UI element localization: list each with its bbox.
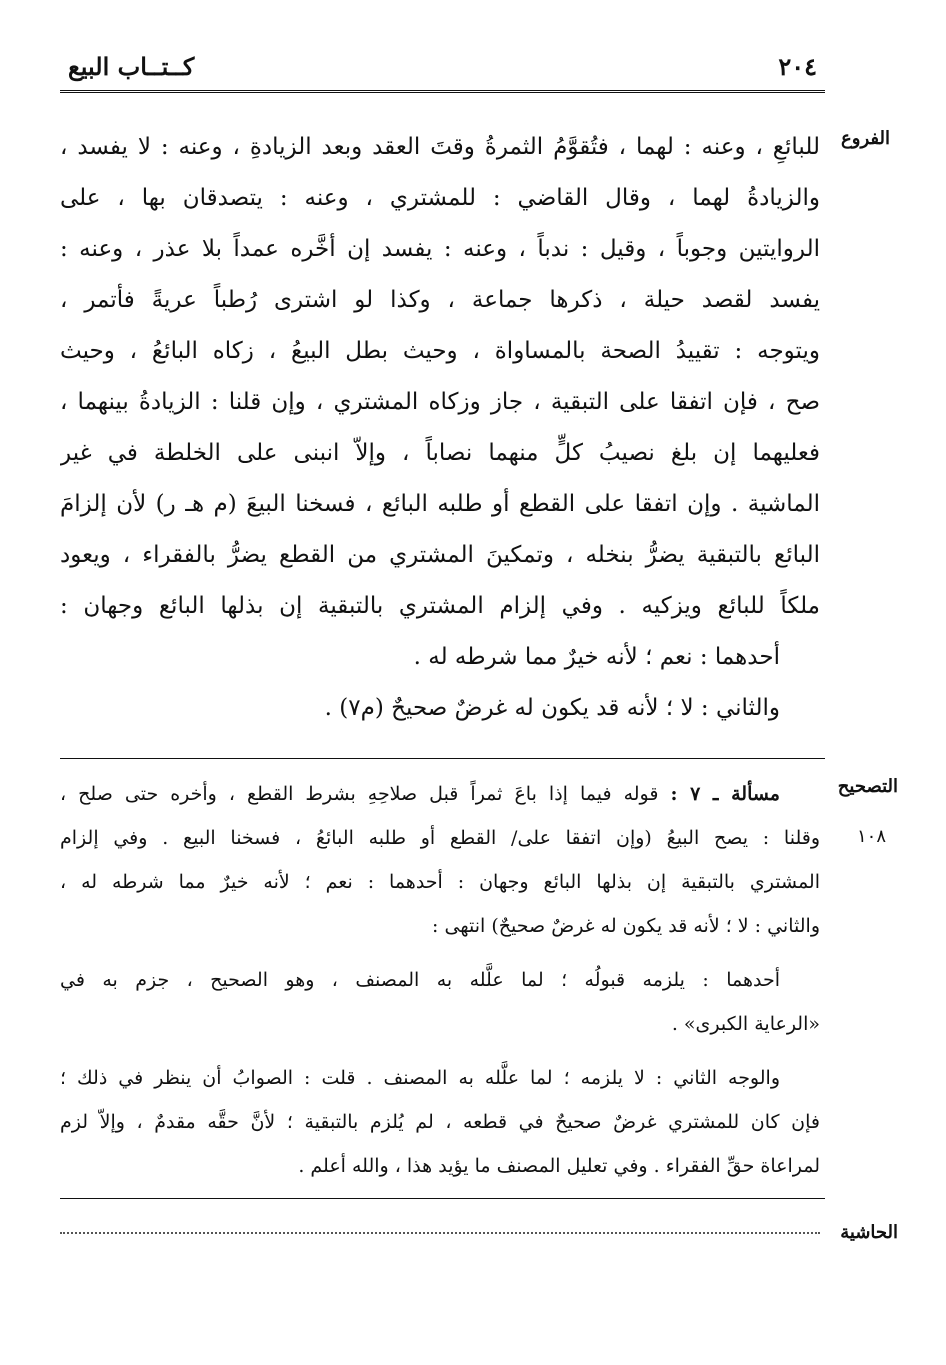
margin-page-ref: ١٠٨ <box>856 826 886 847</box>
main-line: صح ، فإن اتفقا على التبقية ، جاز وزكاه المشتري ، وإن قلنا : الزيادةُ بينهما ، <box>60 389 820 415</box>
tashih-line <box>60 772 820 816</box>
main-line: أحدهما : نعم ؛ لأنه خيرٌ مما شرطه له . <box>413 644 780 670</box>
main-line: فعليهما إن بلغ نصيبُ كلٍّ منهما نصاباً ، وإلاّ انبنى على الخلطة في غير <box>60 440 820 466</box>
page-number: ٢٠٤ <box>778 52 817 81</box>
tashih-line: والثاني : لا ؛ لأنه قد يكون له غرضٌ صحيحٌ) انتهى : <box>432 915 820 937</box>
header-rule <box>60 90 825 93</box>
tashih-line: لمراعاة حقِّ الفقراء . وفي تعليل المصنف ما يؤيد هذا ، والله أعلم . <box>298 1155 820 1177</box>
main-line: ملكاً للبائع ويزكيه . وفي إلزام المشتري بالتبقية إن بذلها البائع وجهان : <box>60 593 820 619</box>
hashia-dotted-line <box>60 1232 820 1234</box>
main-line: الروايتين وجوباً ، وقيل : ندباً ، وعنه : يفسد إن أخَّره عمداً بلا عذر ، وعنه : <box>60 236 820 262</box>
tashih-line: وقلنا : يصح البيعُ (وإن اتفقا على/ القطع أو طلبه البائعُ ، فسخنا البيع . وفي إلزام <box>60 827 820 849</box>
main-line: والثاني : لا ؛ لأنه قد يكون له غرضٌ صحيحٌ (م٧) . <box>324 695 780 721</box>
tashih-line: فإن كان للمشتري غرضٌ صحيحٌ في قطعه ، لم يُلزم بالتبقية ؛ لأنَّ حقَّه مقدمٌ ، وإلاّ لزم <box>60 1111 820 1133</box>
margin-label-hashia: الحاشية <box>840 1222 898 1243</box>
main-line: يفسد لقصد حيلة ، ذكرها جماعة ، وكذا لو اشترى رُطباً عريةً فأتمر ، <box>60 287 820 313</box>
main-line: للبائعِ ، وعنه : لهما ، فتُقوَّمُ الثمرةُ وقتَ العقد وبعد الزيادةِ ، وعنه : لا يفسد ، <box>60 134 820 160</box>
main-line: والزيادةُ لهما ، وقال القاضي : للمشتري ، وعنه : يتصدقان بها ، على <box>60 185 820 211</box>
tashih-line: «الرعاية الكبرى» . <box>671 1013 820 1035</box>
tashih-line: المشتري بالتبقية إن بذلها البائع وجهان : أحدهما : نعم ؛ لأنه خيرٌ مما شرطه له ، <box>60 871 820 893</box>
tashih-line: أحدهما : يلزمه قبولُه ؛ لما علَّله به المصنف ، وهو الصحيح ، جزم به في <box>60 969 780 991</box>
section-divider <box>60 758 825 759</box>
tashih-line: والوجه الثاني : لا يلزمه ؛ لما علَّله به المصنف . قلت : الصوابُ أن ينظر في ذلك ؛ <box>60 1067 780 1089</box>
margin-label-tashih: التصحيح <box>837 776 898 797</box>
book-title: كــتــاب البيع <box>68 52 195 81</box>
tashih-text <box>60 772 820 1188</box>
main-line: البائع بالتبقية يضرُّ بنخله ، وتمكينَ المشتري من القطع يضرُّ بالفقراء ، ويعود <box>60 542 820 568</box>
main-text <box>60 122 820 734</box>
main-line: ويتوجه : تقييدُ الصحة بالمساواة ، وحيث بطل البيعُ ، زكاه البائعُ ، وحيث <box>60 338 820 364</box>
section-divider <box>60 1198 825 1199</box>
page-header <box>60 52 825 88</box>
masala-label: مسألة ـ ٧ : <box>670 783 780 805</box>
margin-label-furu: الفروع <box>841 128 890 149</box>
tashih-line-rest: قوله فيما إذا باعَ ثمراً قبل صلاحِهِ بشرط القطع ، وأخره حتى صلح ، <box>60 783 659 805</box>
main-line: الماشية . وإن اتفقا على القطع أو طلبه البائع ، فسخنا البيعَ (م هـ ر) لأن إلزامَ <box>60 491 820 517</box>
